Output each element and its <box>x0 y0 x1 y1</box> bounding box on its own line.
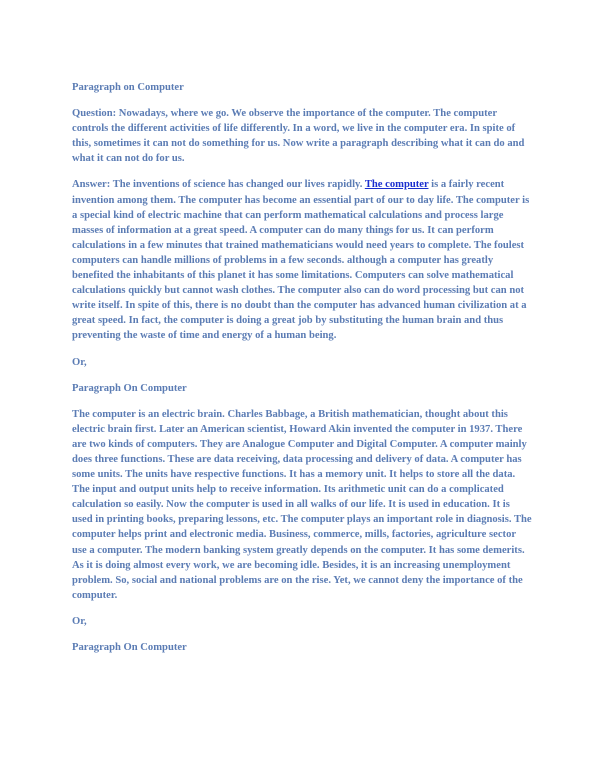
heading-paragraph-on-computer-2: Paragraph On Computer <box>72 382 187 394</box>
document-content <box>72 80 532 666</box>
computer-electric-brain-paragraph: The computer is an electric brain. Charles Babbage, a British mathematician, thought about this electric brain first. Later an American scientist, Howard Akin invented the computer in 1937. There are two kinds of computers. They are Analogue Computer and Digital Computer. A computer mainly does three functions. These are data receiving, data processing and delivery of data. A computer has some units. The units have respective functions. It has a memory unit. It helps to store all the data. The input and output units help to receive information. Its arithmetic unit can do a complicated calculation so easily. Now the computer is used in all walks of our life. It is used in education. It is used in printing books, preparing lessons, etc. The computer plays an important role in diagnosis. The computer helps print and electronic media. Business, commerce, mills, factories, agriculture sector use a computer. The modern banking system greatly depends on the computer. It has some demerits. As it is doing almost every work, we are becoming idle. Besides, it is an increasing unemployment problem. So, social and national problems are on the rise. Yet, we cannot deny the importance of the computer. <box>72 408 532 601</box>
answer-text-end: is a fairly recent invention among them. The computer has become an essential part of our to day life. The computer is a special kind of electric machine that can perform mathematical calculations and process large masses of information at a great speed. A computer can do many things for us. It can perform calculations in a few minutes that trained mathematicians would need years to complete. The foulest computers can handle millions of problems in a few seconds. although a computer has greatly benefited the inhabitants of this planet it has some limitations. Computers can solve mathematical calculations quickly but cannot wash clothes. The computer also can do word processing but can not write itself. In spite of this, there is no doubt than the computer has advanced human civilization at a great speed. In fact, the computer is doing a great job by substituting the human brain and thus preventing the waste of time and energy of a human being. <box>72 179 530 342</box>
question-paragraph: Question: Nowadays, where we go. We observe the importance of the computer. The computer controls the different activities of life differently. In a word, we live in the computer era. In spite of this, sometimes it can not do something for us. Now write a paragraph describing what it can do and what it can not do for us. <box>72 108 525 165</box>
or-separator-2: Or, <box>72 615 87 627</box>
or-separator-1: Or, <box>72 356 87 368</box>
the-computer-link[interactable]: The computer <box>364 179 429 191</box>
heading-paragraph-on-computer: Paragraph on Computer <box>72 82 184 93</box>
heading-paragraph-on-computer-3: Paragraph On Computer <box>72 642 187 653</box>
answer-paragraph <box>72 177 532 343</box>
answer-text-start: Answer: The inventions of science has changed our lives rapidly. <box>72 179 365 191</box>
